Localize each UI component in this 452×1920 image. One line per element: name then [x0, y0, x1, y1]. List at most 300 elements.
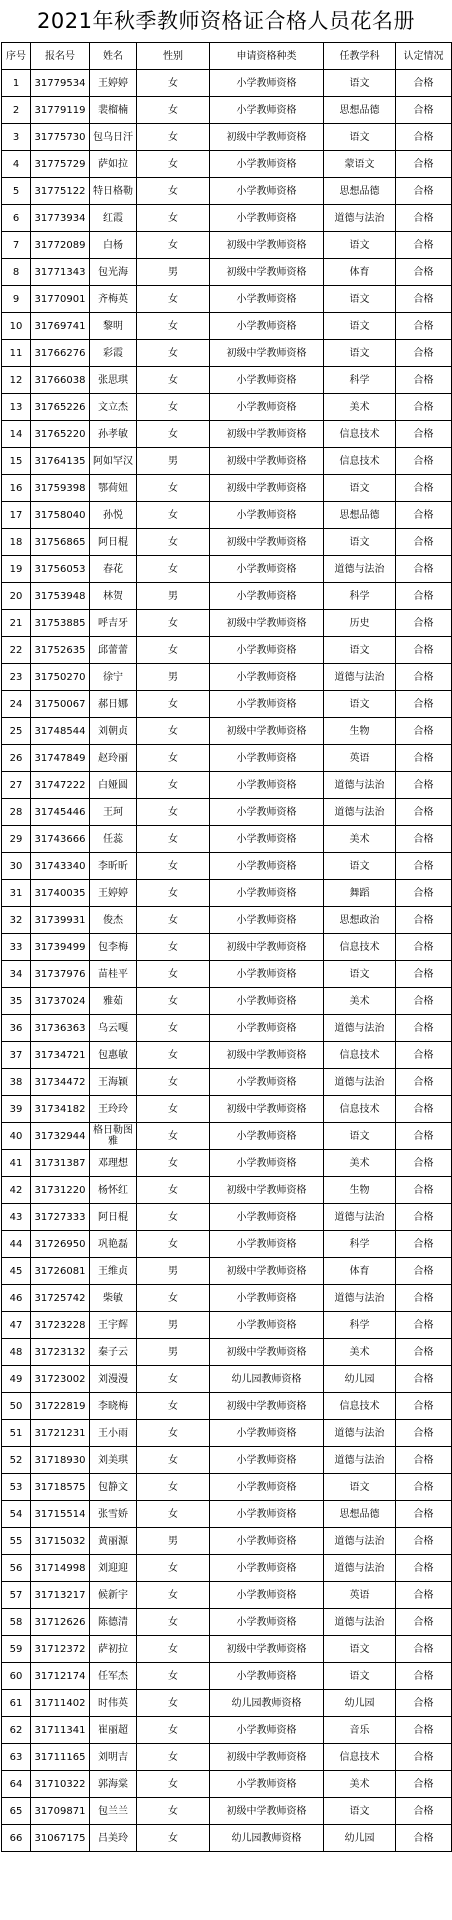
cell-qualification-type: 初级中学教师资格 — [210, 259, 324, 286]
cell-qualification-type: 小学教师资格 — [210, 394, 324, 421]
cell-seq: 32 — [2, 907, 31, 934]
cell-qualification-type: 小学教师资格 — [210, 313, 324, 340]
cell-qualification-type: 小学教师资格 — [210, 178, 324, 205]
column-header-subject: 任教学科 — [324, 43, 396, 70]
cell-seq: 17 — [2, 502, 31, 529]
table-row — [2, 1501, 452, 1528]
cell-qualification-type: 小学教师资格 — [210, 367, 324, 394]
cell-status: 合格 — [396, 556, 452, 583]
cell-seq: 30 — [2, 853, 31, 880]
cell-seq: 25 — [2, 718, 31, 745]
table-row — [2, 637, 452, 664]
cell-subject: 科学 — [324, 1312, 396, 1339]
cell-name: 包静文 — [90, 1474, 137, 1501]
cell-seq: 47 — [2, 1312, 31, 1339]
cell-status: 合格 — [396, 1069, 452, 1096]
cell-name: 裴榴楠 — [90, 97, 137, 124]
cell-name: 王海颖 — [90, 1069, 137, 1096]
cell-subject: 蒙语文 — [324, 151, 396, 178]
cell-qualification-type: 小学教师资格 — [210, 1609, 324, 1636]
table-row — [2, 556, 452, 583]
cell-subject: 体育 — [324, 259, 396, 286]
cell-seq: 31 — [2, 880, 31, 907]
table-row — [2, 178, 452, 205]
cell-qualification-type: 小学教师资格 — [210, 1123, 324, 1150]
cell-subject: 思想政治 — [324, 907, 396, 934]
cell-gender: 女 — [137, 97, 210, 124]
cell-status: 合格 — [396, 529, 452, 556]
cell-status: 合格 — [396, 97, 452, 124]
cell-gender: 女 — [137, 286, 210, 313]
cell-reg-no: 31773934 — [31, 205, 90, 232]
cell-status: 合格 — [396, 1447, 452, 1474]
cell-subject: 道德与法治 — [324, 205, 396, 232]
cell-name: 刘朝贞 — [90, 718, 137, 745]
cell-qualification-type: 初级中学教师资格 — [210, 421, 324, 448]
table-row — [2, 853, 452, 880]
cell-subject: 信息技术 — [324, 1393, 396, 1420]
column-header-status: 认定情况 — [396, 43, 452, 70]
cell-reg-no: 31710322 — [31, 1771, 90, 1798]
cell-status: 合格 — [396, 1258, 452, 1285]
cell-subject: 语文 — [324, 124, 396, 151]
cell-name: 王小雨 — [90, 1420, 137, 1447]
cell-subject: 生物 — [324, 718, 396, 745]
table-row — [2, 394, 452, 421]
cell-seq: 38 — [2, 1069, 31, 1096]
cell-reg-no: 31765220 — [31, 421, 90, 448]
cell-qualification-type: 小学教师资格 — [210, 1663, 324, 1690]
cell-qualification-type: 小学教师资格 — [210, 799, 324, 826]
table-row — [2, 1366, 452, 1393]
cell-status: 合格 — [396, 1582, 452, 1609]
cell-name: 李晓梅 — [90, 1393, 137, 1420]
cell-gender: 女 — [137, 1582, 210, 1609]
cell-qualification-type: 初级中学教师资格 — [210, 475, 324, 502]
table-row — [2, 1771, 452, 1798]
cell-status: 合格 — [396, 340, 452, 367]
cell-seq: 62 — [2, 1717, 31, 1744]
cell-subject: 音乐 — [324, 1717, 396, 1744]
cell-qualification-type: 初级中学教师资格 — [210, 448, 324, 475]
cell-subject: 道德与法治 — [324, 1285, 396, 1312]
cell-reg-no: 31770901 — [31, 286, 90, 313]
cell-name: 陈德清 — [90, 1609, 137, 1636]
cell-subject: 信息技术 — [324, 448, 396, 475]
cell-seq: 61 — [2, 1690, 31, 1717]
cell-name: 彩霞 — [90, 340, 137, 367]
table-row — [2, 988, 452, 1015]
cell-status: 合格 — [396, 448, 452, 475]
cell-name: 阿日棍 — [90, 1204, 137, 1231]
cell-qualification-type: 小学教师资格 — [210, 961, 324, 988]
table-row — [2, 664, 452, 691]
cell-qualification-type: 小学教师资格 — [210, 1150, 324, 1177]
cell-seq: 29 — [2, 826, 31, 853]
cell-seq: 63 — [2, 1744, 31, 1771]
cell-gender: 女 — [137, 1663, 210, 1690]
cell-gender: 女 — [137, 961, 210, 988]
table-row — [2, 745, 452, 772]
cell-status: 合格 — [396, 1312, 452, 1339]
cell-subject: 科学 — [324, 1231, 396, 1258]
column-header-reg-no: 报名号 — [31, 43, 90, 70]
cell-subject: 思想品德 — [324, 178, 396, 205]
cell-status: 合格 — [396, 1690, 452, 1717]
table-row — [2, 1069, 452, 1096]
cell-seq: 12 — [2, 367, 31, 394]
cell-seq: 57 — [2, 1582, 31, 1609]
cell-status: 合格 — [396, 259, 452, 286]
table-row — [2, 1609, 452, 1636]
cell-reg-no: 31718930 — [31, 1447, 90, 1474]
cell-name: 张雪娇 — [90, 1501, 137, 1528]
cell-subject: 语文 — [324, 961, 396, 988]
cell-gender: 女 — [137, 151, 210, 178]
cell-reg-no: 31723002 — [31, 1366, 90, 1393]
cell-gender: 女 — [137, 1069, 210, 1096]
cell-status: 合格 — [396, 745, 452, 772]
cell-reg-no: 31723228 — [31, 1312, 90, 1339]
cell-reg-no: 31775730 — [31, 124, 90, 151]
cell-status: 合格 — [396, 772, 452, 799]
table-row — [2, 1096, 452, 1123]
cell-status: 合格 — [396, 1528, 452, 1555]
cell-status: 合格 — [396, 1771, 452, 1798]
cell-qualification-type: 小学教师资格 — [210, 286, 324, 313]
cell-status: 合格 — [396, 1285, 452, 1312]
cell-name: 阿日棍 — [90, 529, 137, 556]
cell-seq: 21 — [2, 610, 31, 637]
cell-name: 李昕昕 — [90, 853, 137, 880]
cell-reg-no: 31723132 — [31, 1339, 90, 1366]
cell-gender: 女 — [137, 718, 210, 745]
table-row — [2, 1042, 452, 1069]
cell-qualification-type: 初级中学教师资格 — [210, 340, 324, 367]
cell-seq: 53 — [2, 1474, 31, 1501]
cell-name: 萨如拉 — [90, 151, 137, 178]
cell-qualification-type: 小学教师资格 — [210, 1231, 324, 1258]
cell-status: 合格 — [396, 880, 452, 907]
cell-reg-no: 31734182 — [31, 1096, 90, 1123]
cell-seq: 64 — [2, 1771, 31, 1798]
cell-seq: 66 — [2, 1825, 31, 1852]
cell-subject: 语文 — [324, 232, 396, 259]
cell-status: 合格 — [396, 1366, 452, 1393]
cell-gender: 女 — [137, 880, 210, 907]
cell-reg-no: 31737976 — [31, 961, 90, 988]
cell-qualification-type: 初级中学教师资格 — [210, 529, 324, 556]
cell-reg-no: 31748544 — [31, 718, 90, 745]
table-row — [2, 1177, 452, 1204]
cell-status: 合格 — [396, 1744, 452, 1771]
cell-status: 合格 — [396, 718, 452, 745]
cell-qualification-type: 初级中学教师资格 — [210, 1177, 324, 1204]
cell-name: 杨怀红 — [90, 1177, 137, 1204]
cell-gender: 女 — [137, 691, 210, 718]
roster-table — [1, 42, 452, 1852]
table-row — [2, 421, 452, 448]
table-row — [2, 286, 452, 313]
table-row — [2, 313, 452, 340]
cell-subject: 生物 — [324, 1177, 396, 1204]
cell-seq: 10 — [2, 313, 31, 340]
cell-status: 合格 — [396, 1204, 452, 1231]
cell-gender: 女 — [137, 1366, 210, 1393]
cell-gender: 女 — [137, 772, 210, 799]
table-row — [2, 448, 452, 475]
cell-gender: 女 — [137, 1501, 210, 1528]
cell-qualification-type: 初级中学教师资格 — [210, 1636, 324, 1663]
cell-seq: 56 — [2, 1555, 31, 1582]
cell-seq: 23 — [2, 664, 31, 691]
cell-reg-no: 31772089 — [31, 232, 90, 259]
cell-seq: 13 — [2, 394, 31, 421]
cell-qualification-type: 小学教师资格 — [210, 1555, 324, 1582]
cell-reg-no: 31712372 — [31, 1636, 90, 1663]
cell-subject: 幼儿园 — [324, 1825, 396, 1852]
cell-reg-no: 31739499 — [31, 934, 90, 961]
cell-reg-no: 31743666 — [31, 826, 90, 853]
cell-name: 乌云嘎 — [90, 1015, 137, 1042]
table-row — [2, 718, 452, 745]
cell-reg-no: 31766276 — [31, 340, 90, 367]
cell-name: 时伟英 — [90, 1690, 137, 1717]
cell-gender: 女 — [137, 475, 210, 502]
roster-body — [2, 70, 452, 1852]
cell-status: 合格 — [396, 1501, 452, 1528]
cell-name: 白杨 — [90, 232, 137, 259]
cell-reg-no: 31726950 — [31, 1231, 90, 1258]
cell-name: 孙悦 — [90, 502, 137, 529]
cell-reg-no: 31771343 — [31, 259, 90, 286]
cell-seq: 7 — [2, 232, 31, 259]
cell-name: 郝日娜 — [90, 691, 137, 718]
cell-name: 包光海 — [90, 259, 137, 286]
cell-name: 萨初拉 — [90, 1636, 137, 1663]
cell-seq: 39 — [2, 1096, 31, 1123]
cell-gender: 男 — [137, 1258, 210, 1285]
cell-name: 柴敏 — [90, 1285, 137, 1312]
cell-reg-no: 31715514 — [31, 1501, 90, 1528]
cell-subject: 美术 — [324, 394, 396, 421]
cell-name: 雅茹 — [90, 988, 137, 1015]
cell-gender: 女 — [137, 1717, 210, 1744]
cell-qualification-type: 小学教师资格 — [210, 1474, 324, 1501]
table-row — [2, 70, 452, 97]
cell-reg-no: 31764135 — [31, 448, 90, 475]
cell-seq: 59 — [2, 1636, 31, 1663]
cell-name: 文立杰 — [90, 394, 137, 421]
cell-status: 合格 — [396, 1420, 452, 1447]
cell-reg-no: 31758040 — [31, 502, 90, 529]
cell-qualification-type: 小学教师资格 — [210, 502, 324, 529]
cell-reg-no: 31756053 — [31, 556, 90, 583]
cell-reg-no: 31726081 — [31, 1258, 90, 1285]
cell-seq: 42 — [2, 1177, 31, 1204]
cell-qualification-type: 初级中学教师资格 — [210, 124, 324, 151]
cell-gender: 女 — [137, 826, 210, 853]
cell-qualification-type: 初级中学教师资格 — [210, 1258, 324, 1285]
cell-gender: 男 — [137, 1339, 210, 1366]
cell-name: 春花 — [90, 556, 137, 583]
cell-gender: 女 — [137, 1798, 210, 1825]
cell-subject: 语文 — [324, 313, 396, 340]
table-row — [2, 610, 452, 637]
cell-gender: 女 — [137, 421, 210, 448]
table-row — [2, 907, 452, 934]
table-row — [2, 205, 452, 232]
cell-name: 包李梅 — [90, 934, 137, 961]
cell-subject: 信息技术 — [324, 1096, 396, 1123]
cell-reg-no: 31769741 — [31, 313, 90, 340]
cell-name: 黄丽源 — [90, 1528, 137, 1555]
table-row — [2, 502, 452, 529]
cell-gender: 女 — [137, 367, 210, 394]
cell-reg-no: 31714998 — [31, 1555, 90, 1582]
cell-gender: 女 — [137, 340, 210, 367]
cell-reg-no: 31779119 — [31, 97, 90, 124]
cell-status: 合格 — [396, 421, 452, 448]
cell-subject: 语文 — [324, 70, 396, 97]
cell-name: 刘明吉 — [90, 1744, 137, 1771]
table-row — [2, 1636, 452, 1663]
cell-qualification-type: 初级中学教师资格 — [210, 1744, 324, 1771]
cell-name: 任军杰 — [90, 1663, 137, 1690]
cell-gender: 女 — [137, 1123, 210, 1150]
cell-subject: 语文 — [324, 1798, 396, 1825]
cell-subject: 美术 — [324, 1339, 396, 1366]
cell-status: 合格 — [396, 1798, 452, 1825]
table-row — [2, 772, 452, 799]
cell-qualification-type: 初级中学教师资格 — [210, 718, 324, 745]
cell-seq: 55 — [2, 1528, 31, 1555]
table-row — [2, 799, 452, 826]
cell-name: 邱蕾蕾 — [90, 637, 137, 664]
cell-reg-no: 31756865 — [31, 529, 90, 556]
cell-subject: 道德与法治 — [324, 1204, 396, 1231]
cell-seq: 9 — [2, 286, 31, 313]
cell-name: 齐梅英 — [90, 286, 137, 313]
cell-subject: 思想品德 — [324, 1501, 396, 1528]
cell-qualification-type: 初级中学教师资格 — [210, 934, 324, 961]
cell-gender: 女 — [137, 70, 210, 97]
cell-gender: 男 — [137, 1528, 210, 1555]
cell-qualification-type: 初级中学教师资格 — [210, 1339, 324, 1366]
cell-seq: 43 — [2, 1204, 31, 1231]
cell-subject: 体育 — [324, 1258, 396, 1285]
cell-reg-no: 31711402 — [31, 1690, 90, 1717]
cell-subject: 语文 — [324, 340, 396, 367]
cell-qualification-type: 初级中学教师资格 — [210, 232, 324, 259]
cell-status: 合格 — [396, 502, 452, 529]
cell-seq: 51 — [2, 1420, 31, 1447]
cell-reg-no: 31732944 — [31, 1123, 90, 1150]
cell-qualification-type: 小学教师资格 — [210, 1015, 324, 1042]
cell-qualification-type: 初级中学教师资格 — [210, 1042, 324, 1069]
cell-gender: 女 — [137, 1042, 210, 1069]
cell-qualification-type: 幼儿园教师资格 — [210, 1825, 324, 1852]
cell-gender: 女 — [137, 907, 210, 934]
cell-qualification-type: 初级中学教师资格 — [210, 1393, 324, 1420]
cell-qualification-type: 小学教师资格 — [210, 1420, 324, 1447]
cell-name: 黎明 — [90, 313, 137, 340]
cell-seq: 34 — [2, 961, 31, 988]
cell-gender: 女 — [137, 637, 210, 664]
cell-reg-no: 31737024 — [31, 988, 90, 1015]
cell-seq: 1 — [2, 70, 31, 97]
cell-qualification-type: 初级中学教师资格 — [210, 1798, 324, 1825]
table-row — [2, 1420, 452, 1447]
cell-subject: 道德与法治 — [324, 1609, 396, 1636]
cell-subject: 幼儿园 — [324, 1366, 396, 1393]
cell-subject: 科学 — [324, 367, 396, 394]
cell-status: 合格 — [396, 988, 452, 1015]
cell-qualification-type: 小学教师资格 — [210, 556, 324, 583]
cell-name: 呼吉牙 — [90, 610, 137, 637]
column-header-qualification-type: 申请资格种类 — [210, 43, 324, 70]
cell-seq: 3 — [2, 124, 31, 151]
cell-gender: 女 — [137, 988, 210, 1015]
cell-status: 合格 — [396, 907, 452, 934]
cell-status: 合格 — [396, 1474, 452, 1501]
cell-reg-no: 31734472 — [31, 1069, 90, 1096]
cell-subject: 道德与法治 — [324, 772, 396, 799]
cell-subject: 语文 — [324, 1663, 396, 1690]
cell-subject: 语文 — [324, 853, 396, 880]
cell-subject: 语文 — [324, 637, 396, 664]
cell-seq: 22 — [2, 637, 31, 664]
table-row — [2, 1717, 452, 1744]
table-row — [2, 934, 452, 961]
cell-gender: 女 — [137, 1447, 210, 1474]
cell-gender: 男 — [137, 664, 210, 691]
cell-reg-no: 31775729 — [31, 151, 90, 178]
cell-seq: 46 — [2, 1285, 31, 1312]
cell-gender: 女 — [137, 1150, 210, 1177]
cell-name: 特日格勒 — [90, 178, 137, 205]
cell-seq: 54 — [2, 1501, 31, 1528]
cell-name: 王维贞 — [90, 1258, 137, 1285]
cell-gender: 女 — [137, 1771, 210, 1798]
cell-subject: 美术 — [324, 988, 396, 1015]
cell-qualification-type: 初级中学教师资格 — [210, 610, 324, 637]
cell-status: 合格 — [396, 799, 452, 826]
cell-reg-no: 31711165 — [31, 1744, 90, 1771]
cell-reg-no: 31752635 — [31, 637, 90, 664]
table-row — [2, 1447, 452, 1474]
cell-status: 合格 — [396, 853, 452, 880]
cell-reg-no: 31775122 — [31, 178, 90, 205]
cell-gender: 男 — [137, 259, 210, 286]
cell-gender: 女 — [137, 205, 210, 232]
cell-gender: 女 — [137, 178, 210, 205]
cell-gender: 女 — [137, 1420, 210, 1447]
cell-qualification-type: 初级中学教师资格 — [210, 1096, 324, 1123]
cell-qualification-type: 小学教师资格 — [210, 853, 324, 880]
cell-name: 王玲玲 — [90, 1096, 137, 1123]
cell-reg-no: 31743340 — [31, 853, 90, 880]
cell-gender: 女 — [137, 529, 210, 556]
cell-subject: 英语 — [324, 1582, 396, 1609]
cell-subject: 美术 — [324, 826, 396, 853]
cell-gender: 男 — [137, 448, 210, 475]
cell-reg-no: 31067175 — [31, 1825, 90, 1852]
cell-reg-no: 31750067 — [31, 691, 90, 718]
cell-reg-no: 31734721 — [31, 1042, 90, 1069]
cell-seq: 40 — [2, 1123, 31, 1150]
cell-name: 崔丽超 — [90, 1717, 137, 1744]
